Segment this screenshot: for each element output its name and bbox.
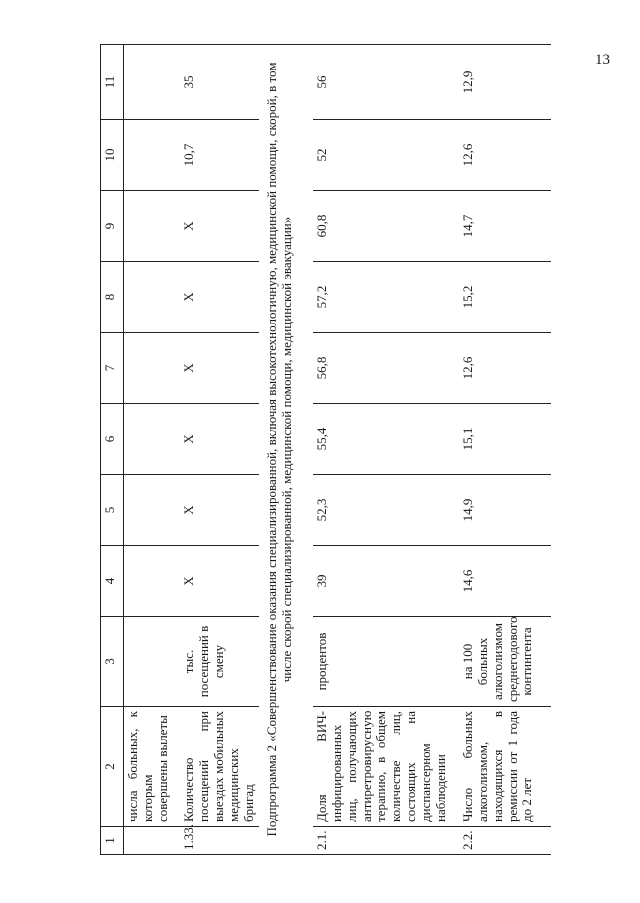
row-id-cell: 1.33.: [180, 827, 259, 855]
table-row: [180, 45, 259, 855]
value-cell: 12,6: [459, 333, 551, 404]
header-cell: 11: [101, 45, 124, 120]
value-cell: 15,1: [459, 404, 551, 475]
value-cell: 56,8: [313, 333, 459, 404]
value-cell: 56: [313, 45, 459, 120]
table-row: [124, 45, 181, 855]
row-id-cell: [124, 827, 181, 855]
table-row: [459, 45, 551, 855]
value-cell: [124, 546, 181, 617]
value-cell: Х: [180, 404, 259, 475]
subprogram-row: [259, 45, 313, 855]
row-unit-cell: тыс. посещений в смену: [180, 617, 259, 707]
header-cell: 10: [101, 120, 124, 191]
row-id-cell: 2.1.: [313, 827, 459, 855]
row-unit-cell: [124, 617, 181, 707]
value-cell: 10,7: [180, 120, 259, 191]
header-cell: 9: [101, 191, 124, 262]
value-cell: [124, 120, 181, 191]
value-cell: Х: [180, 191, 259, 262]
value-cell: 39: [313, 546, 459, 617]
value-cell: Х: [180, 546, 259, 617]
value-cell: 15,2: [459, 262, 551, 333]
row-name-cell: числа больных, к которым совершены вылеты: [124, 707, 181, 827]
header-cell: 4: [101, 546, 124, 617]
row-name-cell: Количество посещений при выездах мобильных медицинских бригад: [180, 707, 259, 827]
value-cell: [124, 333, 181, 404]
value-cell: Х: [180, 333, 259, 404]
header-cell: 7: [101, 333, 124, 404]
indicators-table: [100, 44, 551, 855]
value-cell: [124, 262, 181, 333]
row-unit-cell: процентов: [313, 617, 459, 707]
value-cell: 52: [313, 120, 459, 191]
value-cell: 14,9: [459, 475, 551, 546]
value-cell: [124, 404, 181, 475]
value-cell: 14,6: [459, 546, 551, 617]
value-cell: Х: [180, 475, 259, 546]
value-cell: 55,4: [313, 404, 459, 475]
row-unit-cell: на 100 больных алкоголизмом среднегодового контингента: [459, 617, 551, 707]
header-cell: 5: [101, 475, 124, 546]
table-row: [313, 45, 459, 855]
value-cell: 57,2: [313, 262, 459, 333]
value-cell: 14,7: [459, 191, 551, 262]
subprogram-title: Подпрограмма 2 «Совершенствование оказания специализированной, включая высокотехнологичную, медицинской помощи, скорой, в том числе скорой специализированной, медицинской помощи, медицинской эвакуации»: [259, 45, 313, 855]
rotated-table-area: [100, 45, 640, 855]
row-name-cell: Доля ВИЧ-инфицированных лиц, получающих антиретровирусную терапию, в общем количестве лиц, состоящих на диспансерном наблюдении: [313, 707, 459, 827]
header-cell: 3: [101, 617, 124, 707]
value-cell: [124, 45, 181, 120]
page-number: 13: [595, 52, 610, 68]
header-cell: 8: [101, 262, 124, 333]
row-id-cell: 2.2.: [459, 827, 551, 855]
value-cell: [124, 475, 181, 546]
value-cell: 12,9: [459, 45, 551, 120]
value-cell: 52,3: [313, 475, 459, 546]
header-cell: 6: [101, 404, 124, 475]
value-cell: Х: [180, 262, 259, 333]
value-cell: 35: [180, 45, 259, 120]
header-cell: 1: [101, 827, 124, 855]
row-name-cell: Число больных алкоголизмом, находящихся в ремиссии от 1 года до 2 лет: [459, 707, 551, 827]
value-cell: [124, 191, 181, 262]
header-row: [101, 45, 124, 855]
header-cell: 2: [101, 707, 124, 827]
value-cell: 60,8: [313, 191, 459, 262]
value-cell: 12,6: [459, 120, 551, 191]
